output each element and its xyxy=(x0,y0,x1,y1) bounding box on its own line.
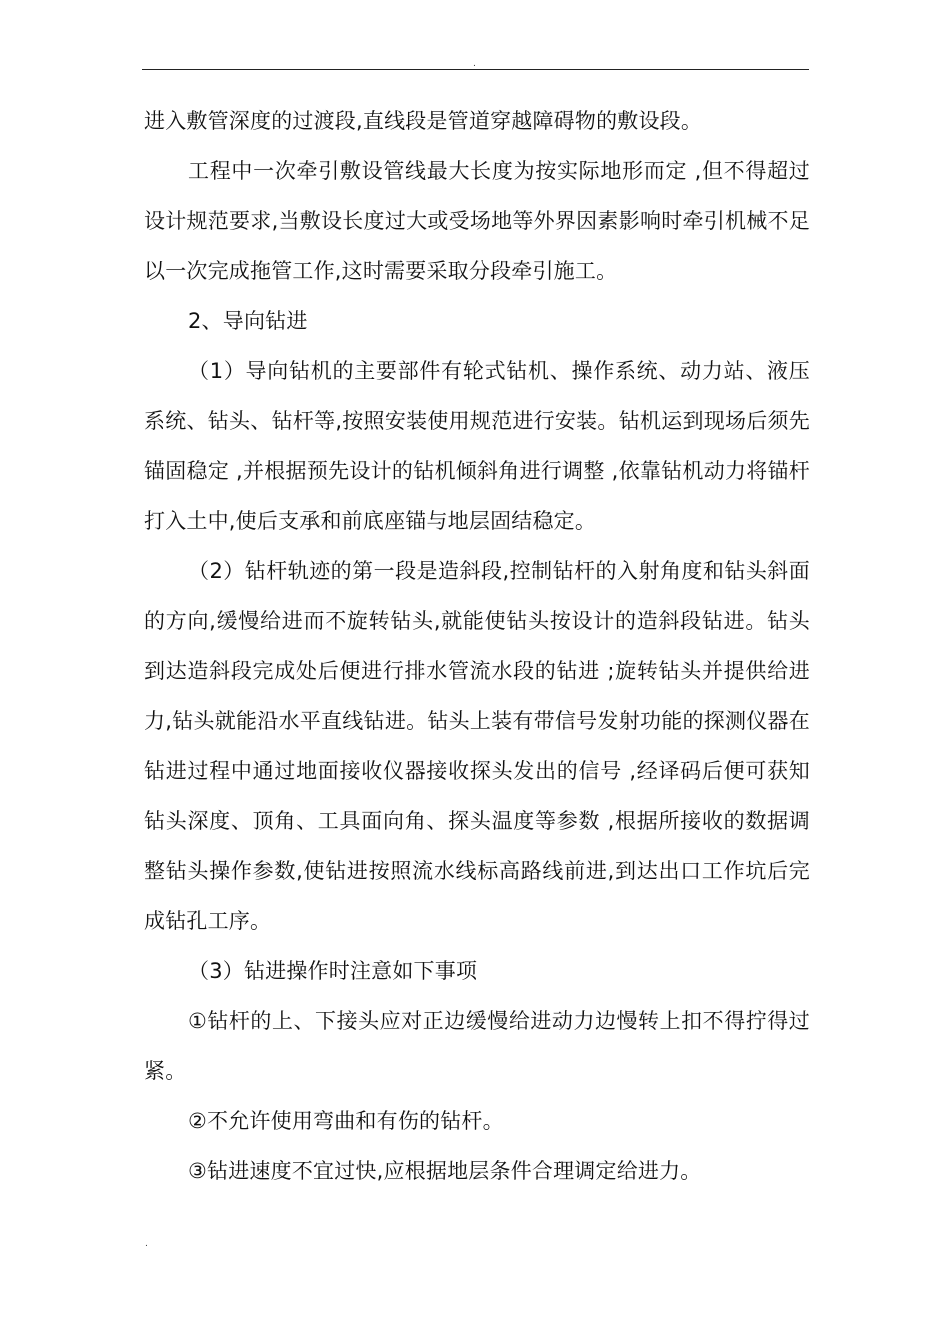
list-item-circled-3: ③钻进速度不宜过快,应根据地层条件合理调定给进力。 xyxy=(188,1159,702,1183)
footer-mark: . xyxy=(145,1239,148,1249)
paragraph-2: 工程中一次牵引敷设管线最大长度为按实际地形而定 ,但不得超过设计规范要求,当敷设长度过大或受场地等外界因素影响时牵引机械不足以一次完成拖管工作,这时需要采取分段牵引施工。 xyxy=(144,159,810,283)
header-rule xyxy=(142,69,809,70)
paragraph-1: 进入敷管深度的过渡段,直线段是管道穿越障碍物的敷设段。 xyxy=(144,109,703,133)
list-item-circled-2: ②不允许使用弯曲和有伤的钻杆。 xyxy=(188,1109,504,1133)
document-body xyxy=(144,96,810,1196)
section-heading-guided-drilling: 2、导向钻进 xyxy=(188,309,308,333)
paragraph-item-3: （3）钻进操作时注意如下事项 xyxy=(188,959,478,983)
list-item-circled-1: ①钻杆的上、下接头应对正边缓慢给进动力边慢转上扣不得拧得过紧。 xyxy=(144,1009,810,1083)
header-mark: . xyxy=(473,59,476,69)
paragraph-item-1: （1）导向钻机的主要部件有轮式钻机、操作系统、动力站、液压系统、钻头、钻杆等,按照安装使用规范进行安装。钻机运到现场后须先锚固稳定 ,并根据预先设计的钻机倾斜角进行调整 ,依靠钻机动力将锚杆打入土中,使后支承和前底座锚与地层固结稳定。 xyxy=(144,359,810,533)
paragraph-item-2: （2）钻杆轨迹的第一段是造斜段,控制钻杆的入射角度和钻头斜面的方向,缓慢给进而不旋转钻头,就能使钻头按设计的造斜段钻进。钻头到达造斜段完成处后便进行排水管流水段的钻进 ;旋转钻头并提供给进力,钻头就能沿水平直线钻进。钻头上装有带信号发射功能的探测仪器在钻进过程中通过地面接收仪器接收探头发出的信号 ,经译码后便可获知钻头深度、顶角、工具面向角、探头温度等参数 ,根据所接收的数据调整钻头操作参数,使钻进按照流水线标高路线前进,到达出口工作坑后完成钻孔工序。 xyxy=(144,559,810,933)
